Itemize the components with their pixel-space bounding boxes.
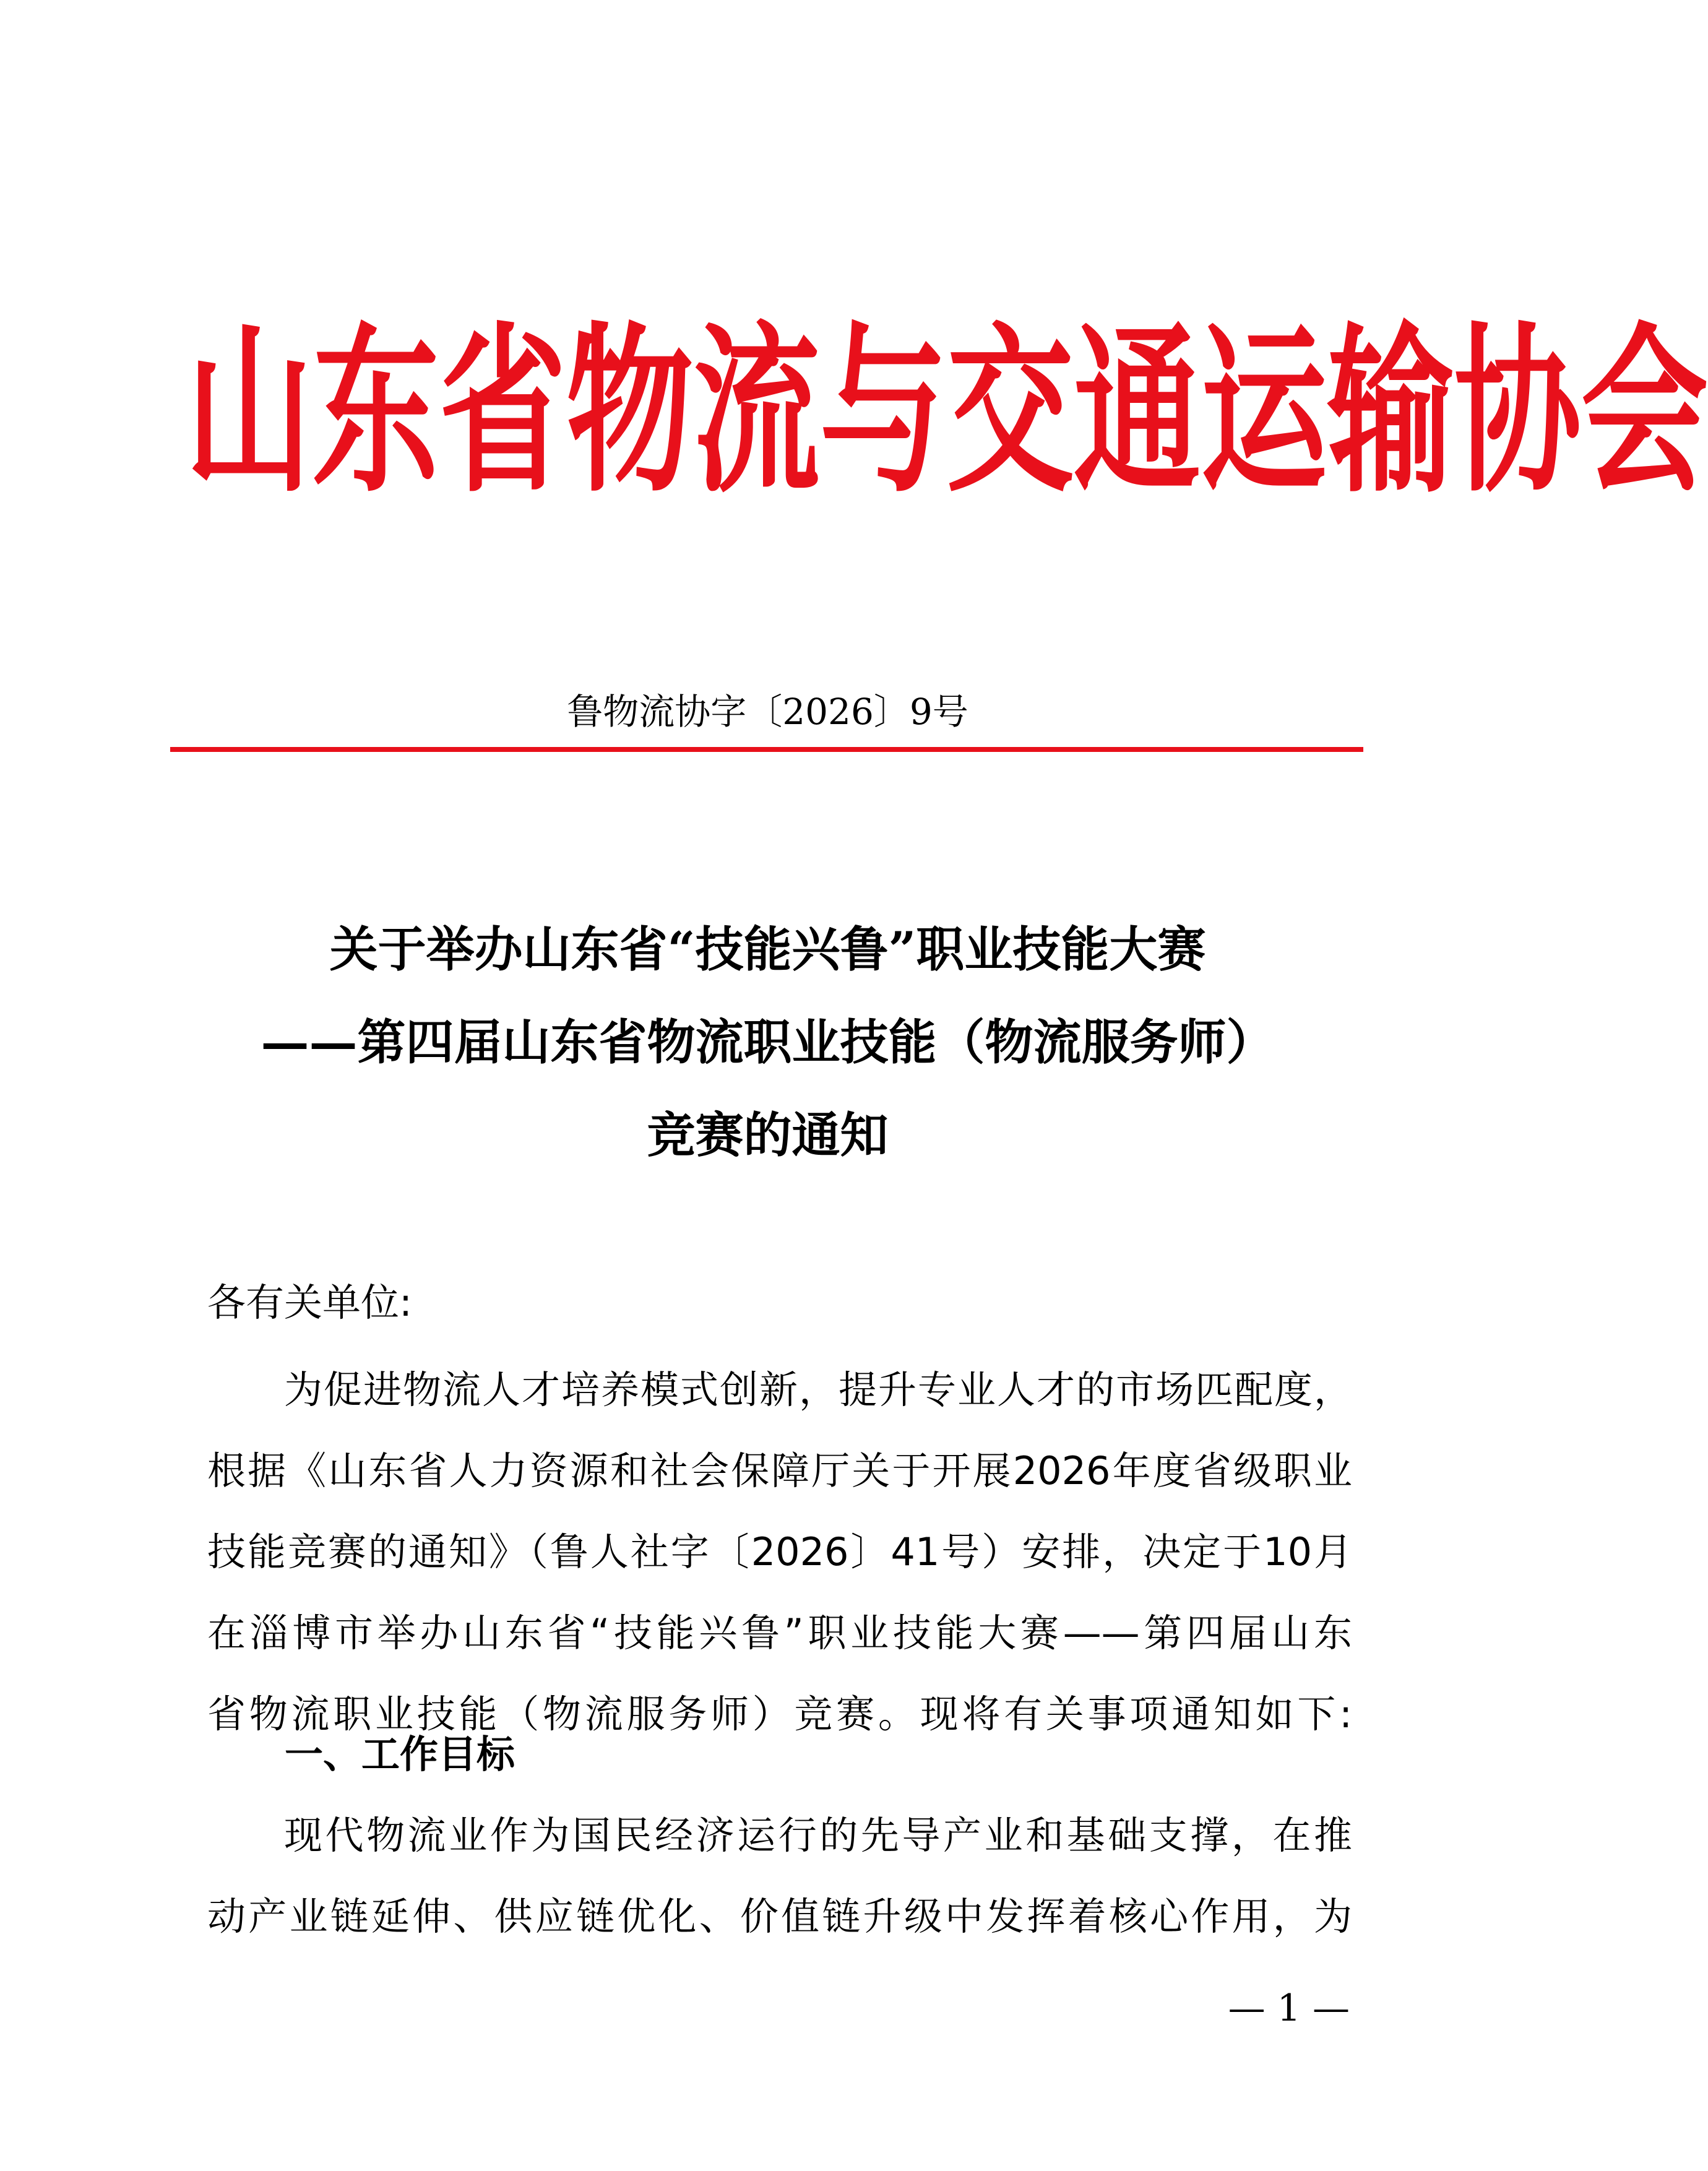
paragraph-intro: [207, 1349, 1352, 1754]
paragraph-line: 现代物流业作为国民经济运行的先导产业和基础支撑，在推: [284, 1813, 1352, 1858]
document-title: [0, 904, 1535, 1182]
paragraph-line: 技能竞赛的通知》（鲁人社字〔2026〕41号）安排，决定于10月: [207, 1529, 1352, 1574]
title-line-2: ——第四届山东省物流职业技能（物流服务师）: [261, 1014, 1275, 1071]
paragraph-line: 省物流职业技能（物流服务师）竞赛。现将有关事项通知如下:: [207, 1691, 1352, 1737]
paragraph-goal: [207, 1795, 1352, 1957]
salutation: 各有关单位:: [207, 1280, 412, 1325]
document-number: 鲁物流协字〔2026〕9号: [567, 691, 968, 733]
section-heading-1: 一、工作目标: [285, 1732, 515, 1777]
organization-letterhead: 山东省物流与交通运输协会: [186, 306, 1708, 517]
page-number: — 1 —: [1228, 1987, 1350, 2030]
paragraph-line: 动产业链延伸、供应链优化、价值链升级中发挥着核心作用，为: [207, 1894, 1352, 1939]
paragraph-line: 在淄博市举办山东省“技能兴鲁”职业技能大赛——第四届山东: [207, 1610, 1352, 1655]
title-line-1: 关于举办山东省“技能兴鲁”职业技能大赛: [329, 921, 1206, 978]
red-divider-line: [170, 747, 1363, 752]
title-line-3: 竞赛的通知: [647, 1107, 889, 1163]
paragraph-line: 为促进物流人才培养模式创新，提升专业人才的市场匹配度，: [284, 1367, 1352, 1412]
paragraph-line: 根据《山东省人力资源和社会保障厅关于开展2026年度省级职业: [207, 1448, 1352, 1493]
